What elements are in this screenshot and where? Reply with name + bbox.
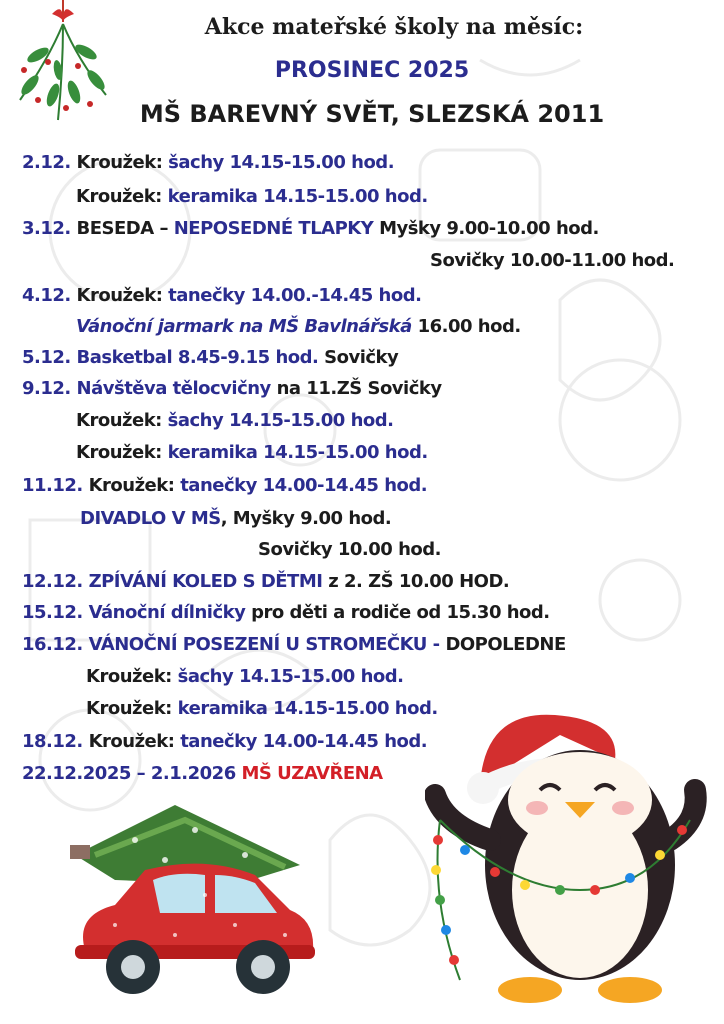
event-line: Kroužek: šachy 14.15-15.00 hod.: [86, 666, 404, 687]
header-subtitle: Akce mateřské školy na měsíc:: [204, 14, 584, 40]
event-line: 4.12. Kroužek: tanečky 14.00.-14.45 hod.: [22, 285, 422, 306]
event-line: 22.12.2025 – 2.1.2026 MŠ UZAVŘENA: [22, 763, 383, 784]
car-with-tree-icon: [55, 785, 325, 1010]
event-line: 12.12. ZPÍVÁNÍ KOLED S DĚTMI z 2. ZŠ 10.00 HOD.: [22, 571, 510, 592]
event-line: Kroužek: keramika 14.15-15.00 hod.: [76, 442, 428, 463]
event-line: Kroužek: šachy 14.15-15.00 hod.: [76, 410, 394, 431]
event-line: Sovičky 10.00-11.00 hod.: [430, 250, 675, 271]
event-line: 9.12. Návštěva tělocvičny na 11.ZŠ Sovičky: [22, 378, 442, 399]
event-line: Kroužek: keramika 14.15-15.00 hod.: [76, 186, 428, 207]
event-line: 18.12. Kroužek: tanečky 14.00-14.45 hod.: [22, 731, 428, 752]
event-line: DIVADLO V MŠ, Myšky 9.00 hod.: [80, 508, 392, 529]
event-line: 15.12. Vánoční dílničky pro děti a rodiče od 15.30 hod.: [22, 602, 550, 623]
event-line: 16.12. VÁNOČNÍ POSEZENÍ U STROMEČKU - DOPOLEDNE: [22, 634, 566, 655]
event-line: Kroužek: keramika 14.15-15.00 hod.: [86, 698, 438, 719]
event-line: 3.12. BESEDA – NEPOSEDNÉ TLAPKY Myšky 9.00-10.00 hod.: [22, 218, 599, 239]
christmas-lights-icon: [420, 780, 720, 1010]
header-month: PROSINEC 2025: [274, 58, 470, 83]
event-line: 2.12. Kroužek: šachy 14.15-15.00 hod.: [22, 152, 395, 173]
event-line: 5.12. Basketbal 8.45-9.15 hod. Sovičky: [22, 347, 399, 368]
header-school: MŠ BAREVNÝ SVĚT, SLEZSKÁ 2011: [139, 100, 605, 128]
event-line: 11.12. Kroužek: tanečky 14.00-14.45 hod.: [22, 475, 428, 496]
event-line: Sovičky 10.00 hod.: [258, 539, 441, 560]
event-line: Vánoční jarmark na MŠ Bavlnářská 16.00 hod.: [76, 316, 521, 337]
